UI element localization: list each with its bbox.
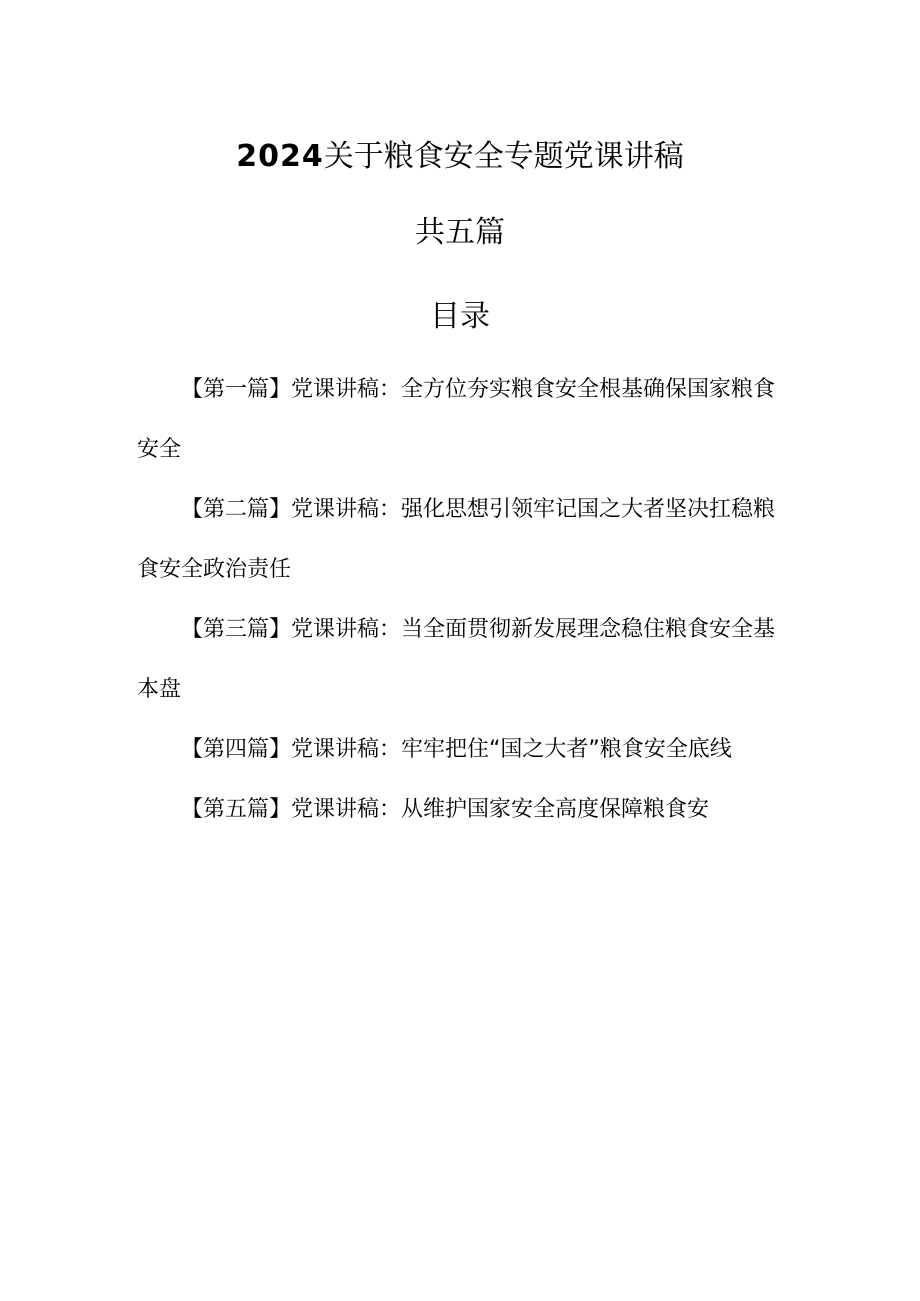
title-text: 关于粮食安全专题党课讲稿 — [323, 139, 684, 174]
toc-item-5: 【第五篇】党课讲稿：从维护国家安全高度保障粮食安 — [181, 797, 710, 822]
toc-item-4: 【第四篇】党课讲稿：牢牢把住“国之大者”粮食安全底线 — [181, 737, 732, 762]
table-of-contents — [137, 360, 787, 840]
document-title — [0, 137, 920, 177]
toc-item-2: 【第二篇】党课讲稿：强化思想引领牢记国之大者坚决扛稳粮食安全政治责任 — [137, 497, 776, 582]
toc-item-3: 【第三篇】党课讲稿：当全面贯彻新发展理念稳住粮食安全基本盘 — [137, 617, 776, 702]
title-year: 2024 — [236, 139, 324, 174]
toc-item-1: 【第一篇】党课讲稿：全方位夯实粮食安全根基确保国家粮食安全 — [137, 377, 776, 462]
document-subtitle: 共五篇 — [415, 215, 505, 250]
toc-heading: 目录 — [430, 299, 490, 334]
